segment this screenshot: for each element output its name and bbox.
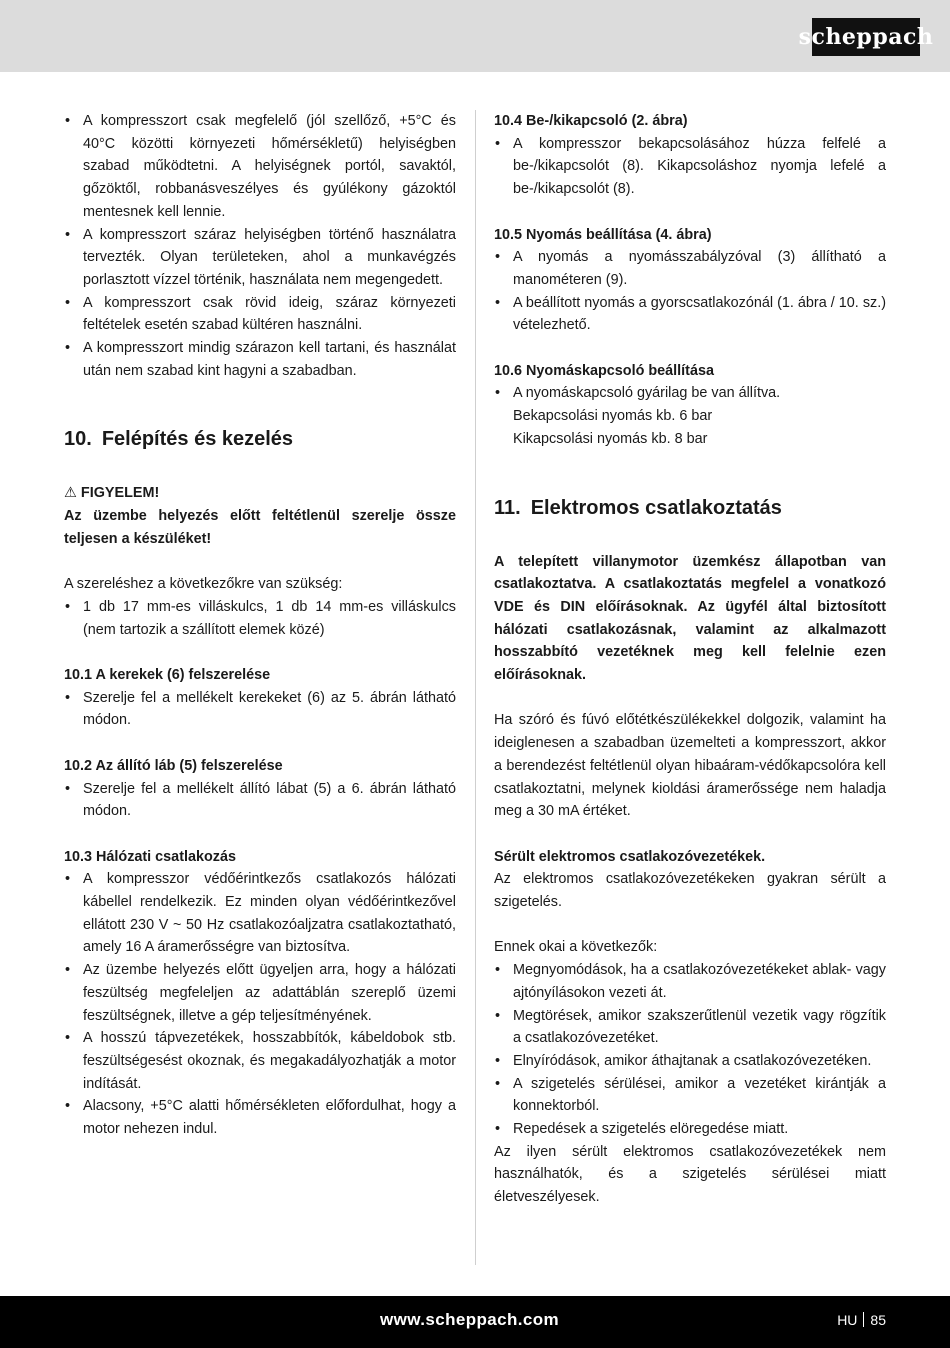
list-item: • Szerelje fel a mellékelt állító lábat (5) a 6. ábrán látható módon. xyxy=(64,778,456,823)
list-item: • A kompresszor bekapcsolásához húzza felfelé a be-/kikapcsolót (8). Kikapcsoláshoz nyomja lefelé a be-/kikapcsolót (8). xyxy=(494,133,886,201)
list-item: • A kompresszort csak megfelelő (jól szellőző, +5°C és 40°C közötti környezeti hőmérsékletű) helyiségben szabad működtetni. A helyiségnek portól, savaktól, gőzöktől, robbanásveszélyes és gyúlékony gázoktól mentesnek kell lennie. xyxy=(64,110,456,224)
list-item: • A nyomás a nyomásszabályzóval (3) állítható a manométeren (9). xyxy=(494,246,886,291)
warning-text: Az üzembe helyezés előtt feltétlenül szerelje össze teljesen a készüléket! xyxy=(64,508,456,547)
list-item: • A beállított nyomás a gyorscsatlakozónál (1. ábra / 10. sz.) vételezhető. xyxy=(494,292,886,337)
list-item: • A szigetelés sérülései, amikor a vezetéket kirántják a konnektorból. xyxy=(494,1073,886,1118)
header-bar xyxy=(0,0,950,72)
list-item: • Megnyomódások, ha a csatlakozóvezetékeket ablak- vagy ajtónyílásokon vezeti át. xyxy=(494,959,886,1004)
section-10-heading xyxy=(64,426,456,452)
page-number: 85 xyxy=(870,1312,886,1328)
list-item: • 1 db 17 mm-es villáskulcs, 1 db 14 mm-es villáskulcs (nem tartozik a szállított elemek közé) xyxy=(64,596,456,641)
subsection-10-5-list xyxy=(494,246,886,337)
subsection-10-2-list xyxy=(64,778,456,823)
list-item: • Megtörések, amikor szakszerűtlenül vezetik vagy rögzítik a csatlakozóvezetéket. xyxy=(494,1005,886,1050)
tools-list xyxy=(64,596,456,641)
subsection-10-5-title: 10.5 Nyomás beállítása (4. ábra) xyxy=(494,226,712,243)
subsection-10-1-title: 10.1 A kerekek (6) felszerelése xyxy=(64,667,271,684)
subsection-10-4-title: 10.4 Be-/kikapcsoló (2. ábra) xyxy=(494,113,688,129)
section-title: Felépítés és kezelés xyxy=(101,428,294,451)
list-item: • A kompresszor védőérintkezős csatlakozós hálózati kábellel rendelkezik. Ez minden olyan védőérintkezővel ellátott 230 V ~ 50 Hz csatlakozóaljzatra csatlakoztatható, amely 16 A áramerősségre van biztosítva. xyxy=(64,868,456,959)
subsection-10-6-title: 10.6 Nyomáskapcsoló beállítása xyxy=(494,362,714,379)
damaged-cables-text: Az elektromos csatlakozóvezetékeken gyakran sérült a szigetelés. xyxy=(494,871,886,911)
causes-intro: Ennek okai a következők: xyxy=(494,939,658,956)
column-divider xyxy=(475,110,476,1265)
scheppach-logo: scheppach xyxy=(812,18,920,56)
list-item: • Az üzembe helyezés előtt ügyeljen arra, hogy a hálózati feszültség megfeleljen az adattáblán szereplő üzemi feszültségnek, illetve a gép teljesítményének. xyxy=(64,959,456,1027)
page-separator xyxy=(863,1312,864,1327)
switch-off-pressure: Kikapcsolási nyomás kb. 8 bar xyxy=(513,430,708,447)
causes-list xyxy=(494,959,886,1141)
section-number: 11. xyxy=(494,496,521,519)
list-item: • Szerelje fel a mellékelt kerekeket (6) az 5. ábrán látható módon. xyxy=(64,687,456,732)
tools-intro: A szereléshez a következőkre van szükség: xyxy=(64,576,343,593)
right-column xyxy=(494,110,886,1209)
electrical-notice: A telepített villanymotor üzemkész állapotban van csatlakoztatva. A csatlakoztatás megfelel a vonatkozó VDE és DIN előírásoknak. Az ügyfél által biztosított hálózati csatlakozásnak, valamint az alkalmazott hosszabbító vezetéknek meg kell felelnie ezen előírásoknak. xyxy=(494,553,886,684)
website-link[interactable]: www.scheppach.com xyxy=(380,1310,560,1329)
language-code: HU xyxy=(837,1312,858,1328)
subsection-10-3-title: 10.3 Hálózati csatlakozás xyxy=(64,848,236,865)
list-item: • A kompresszort száraz helyiségben történő használatra tervezték. Olyan területeken, ahol a munkavégzés porlasztott vízzel történik, használata nem megengedett. xyxy=(64,224,456,292)
list-item: • Elnyíródások, amikor áthajtanak a csatlakozóvezetéken. xyxy=(494,1050,886,1073)
closing-paragraph: Az ilyen sérült elektromos csatlakozóvezetékek nem használhatók, és a szigetelés sérülései miatt életveszélyesek. xyxy=(494,1143,886,1206)
warning-label: ⚠ FIGYELEM! xyxy=(64,485,160,502)
rcd-paragraph: Ha szóró és fúvó előtétkészülékekkel dolgozik, valamint ha ideiglenesen a szabadban üzemelteti a kompresszort, akkor a berendezést feltétlenül olyan hibaáram-védőkapcsolóra kell csatlakoztatni, melynek kioldási áramerőssége nem haladja meg a 30 mA értéket. xyxy=(494,712,886,820)
section-11-heading xyxy=(494,495,886,521)
subsection-10-6-list xyxy=(494,382,886,405)
list-item: • A kompresszort mindig szárazon kell tartani, és használat után nem szabad kint hagyni a szabadban. xyxy=(64,337,456,382)
left-column xyxy=(64,110,456,1141)
page-indicator xyxy=(837,1312,886,1328)
list-item: • A nyomáskapcsoló gyárilag be van állítva. xyxy=(494,382,886,405)
damaged-cables-title: Sérült elektromos csatlakozóvezetékek. xyxy=(494,848,766,865)
list-item: • A kompresszort csak rövid ideig, száraz környezeti feltételek esetén szabad kültéren használni. xyxy=(64,292,456,337)
list-item: • A hosszú tápvezetékek, hosszabbítók, kábeldobok stb. feszültségesést okoznak, és megakadályozhatják a motor indítását. xyxy=(64,1027,456,1095)
section-title: Elektromos csatlakoztatás xyxy=(530,496,782,519)
footer-bar xyxy=(0,1296,950,1348)
section-number: 10. xyxy=(64,428,92,451)
subsection-10-2-title: 10.2 Az állító láb (5) felszerelése xyxy=(64,757,283,774)
subsection-10-1-list xyxy=(64,687,456,732)
list-item: • Repedések a szigetelés elöregedése miatt. xyxy=(494,1118,886,1141)
intro-bullet-list xyxy=(64,110,456,382)
switch-on-pressure: Bekapcsolási nyomás kb. 6 bar xyxy=(513,408,713,425)
subsection-10-3-list xyxy=(64,868,456,1140)
list-item: • Alacsony, +5°C alatti hőmérsékleten előfordulhat, hogy a motor nehezen indul. xyxy=(64,1095,456,1140)
subsection-10-4-list xyxy=(494,133,886,201)
